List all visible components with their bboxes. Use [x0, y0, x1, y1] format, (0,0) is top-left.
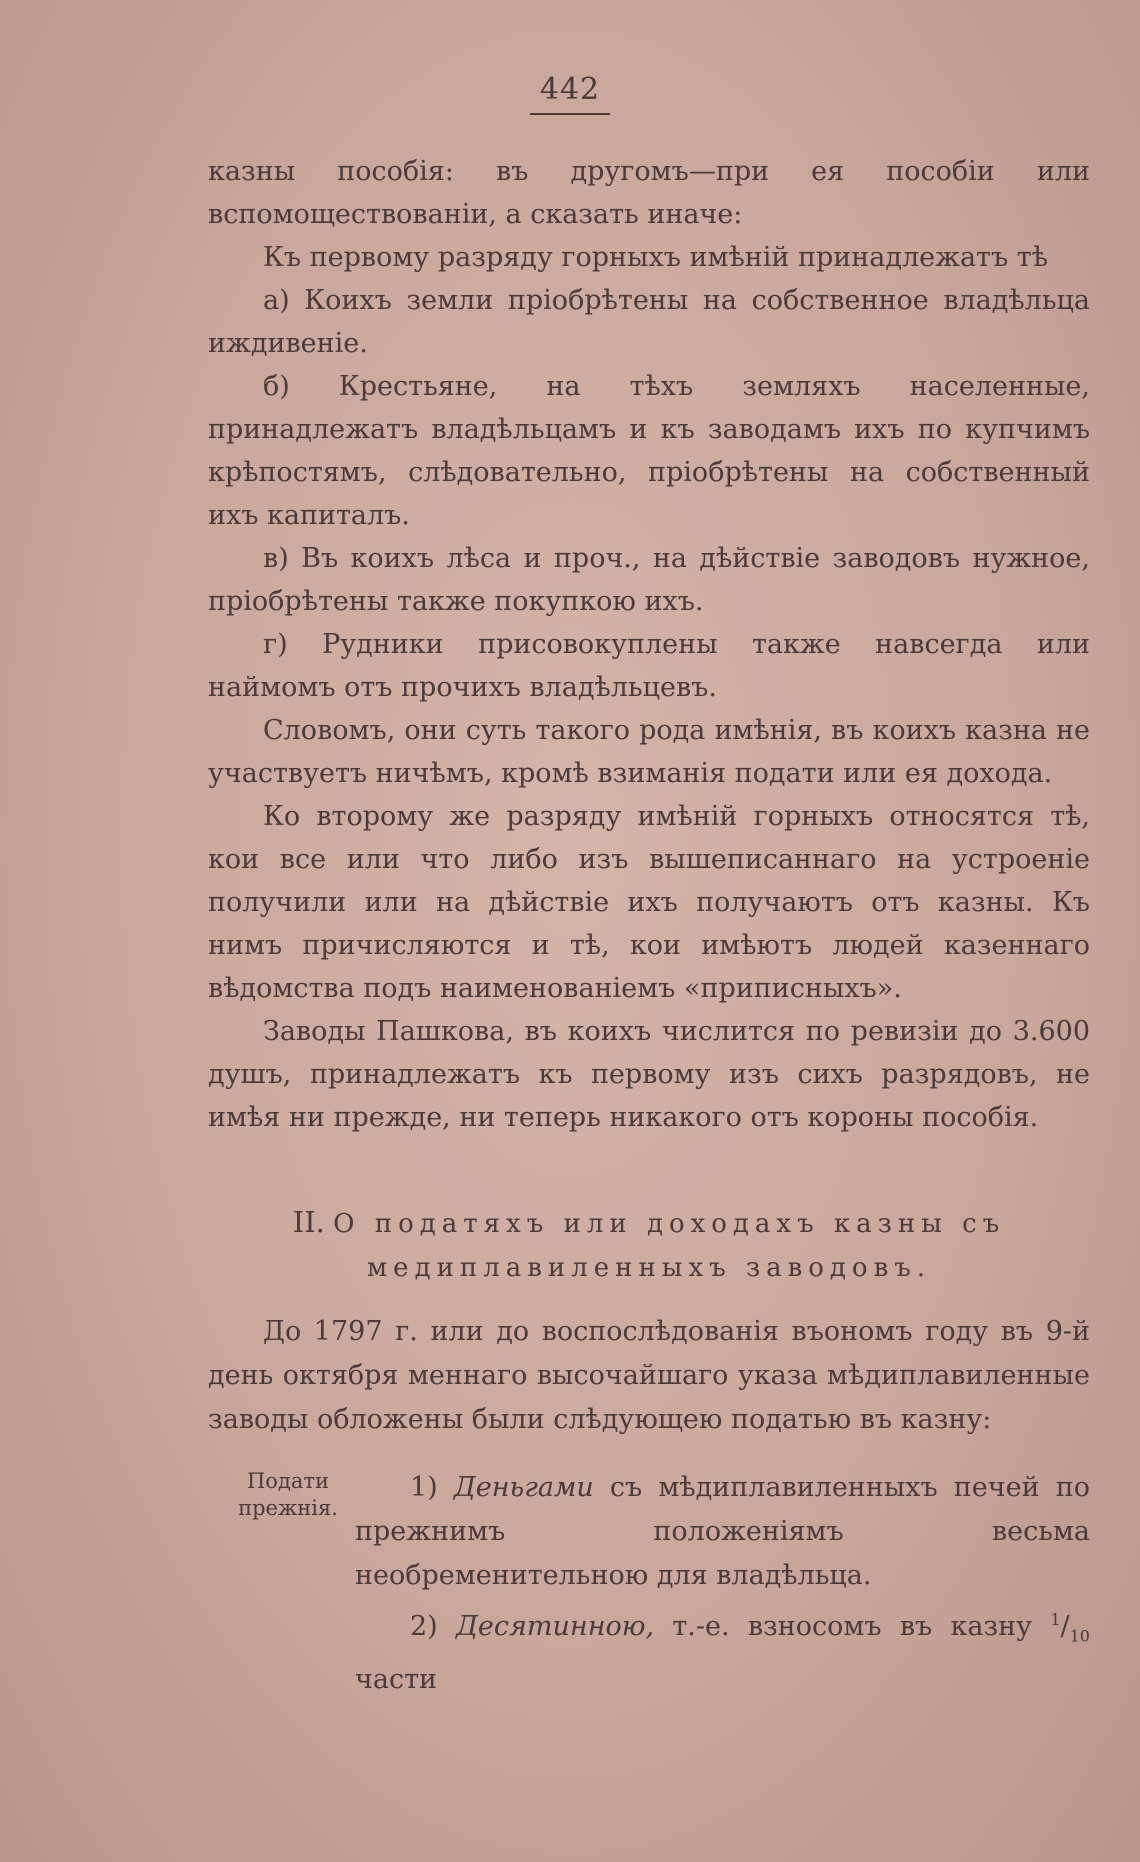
item-b-paragraph: б) Крестьяне, на тѣхъ земляхъ населенные, принадлежатъ владѣльцамъ и къ заводамъ ихъ по купчимъ крѣпостямъ, слѣдовательно, пріобрѣтены на собственный ихъ капиталъ. — [208, 371, 1090, 531]
tax-item-1-emphasis: Деньгами — [453, 1472, 594, 1503]
tax-item-1-text: съ мѣдиплавиленныхъ печей по прежнимъ положеніямъ весьма необременительною для владѣльца. — [355, 1472, 1090, 1591]
item-a-paragraph: а) Коихъ земли пріобрѣтены на собственное владѣльца иждивеніе. — [208, 285, 1090, 359]
section-two-heading — [208, 1200, 1090, 1290]
tax-item-2: 2) Десятинною, т.-е. взносомъ въ казну $^1/_{10}$ части — [355, 1610, 1090, 1696]
tax-item-1 — [355, 1466, 1090, 1598]
section-two-title: О податяхъ или доходахъ казны съ медиплавиленныхъ заводовъ. — [333, 1209, 1006, 1283]
item-g-paragraph: г) Рудники присовокуплены также навсегда или наймомъ отъ прочихъ владѣльцевъ. — [208, 629, 1090, 703]
tax-item-1-number: 1) — [410, 1472, 438, 1503]
intro-paragraph: казны пособія: въ другомъ—при ея пособіи или вспомоществованіи, а сказать иначе: — [208, 156, 1090, 230]
tax-item-2-tail: части — [355, 1664, 438, 1696]
fraction-denominator: 10 — [1069, 1626, 1090, 1646]
section-one-body — [208, 150, 1090, 1139]
tax-list — [355, 1466, 1090, 1702]
page-header — [0, 72, 1140, 115]
pashkov-paragraph: Заводы Пашкова, въ коихъ числится по ревизіи до 3.600 душъ, принадлежатъ къ первому изъ сихъ разрядовъ, не имѣя ни прежде, ни теперь никакого отъ короны пособія. — [208, 1016, 1090, 1133]
second-category-paragraph: Ко второму же разряду имѣній горныхъ относятся тѣ, кои все или что либо изъ вышеписаннаго на устроеніе получили или на дѣйствіе ихъ получаютъ отъ казны. Къ нимъ причисляются и тѣ, кои имѣютъ людей казеннаго вѣдомства подъ наименованіемъ «приписныхъ». — [208, 801, 1090, 1004]
first-category-lead: Къ первому разряду горныхъ имѣній принадлежатъ тѣ — [263, 242, 1048, 273]
fraction-numerator: 1 — [1050, 1610, 1061, 1629]
page-number: 442 — [530, 72, 610, 115]
tax-item-2-text: т.-е. взносомъ въ казну — [672, 1611, 1033, 1642]
margin-note: Подати прежнія. — [238, 1469, 338, 1520]
section-two-intro: До 1797 г. или до воспослѣдованія въономъ году въ 9-й день октября меннаго высочайшаго указа мѣдиплавиленные заводы обложены были слѣдующею податью въ казну: — [208, 1316, 1090, 1435]
tax-item-2-emphasis: Десятинною, — [455, 1611, 655, 1642]
item-v-paragraph: в) Въ коихъ лѣса и проч., на дѣйствіе заводовъ нужное, пріобрѣтены также покупкою ихъ. — [208, 543, 1090, 617]
tax-item-2-number: 2) — [410, 1611, 438, 1642]
section-two-number: II. — [292, 1205, 325, 1239]
summary-paragraph: Словомъ, они суть такого рода имѣнія, въ коихъ казна не участвуетъ ничѣмъ, кромѣ взиманія подати или ея дохода. — [208, 715, 1090, 789]
section-two-body — [208, 1310, 1090, 1442]
